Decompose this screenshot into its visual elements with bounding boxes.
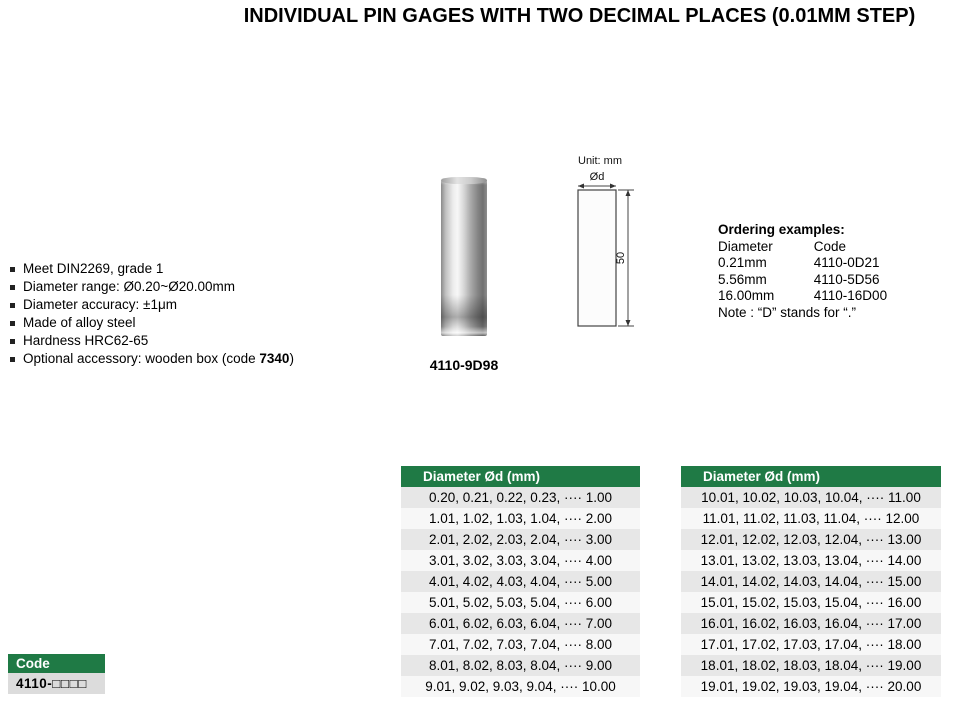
feature-item — [10, 297, 294, 315]
table-row: 12.01, 12.02, 12.03, 12.04, ···· 13.00 — [681, 529, 941, 550]
table-header: Diameter Ød (mm) — [681, 466, 941, 487]
arrow-left-icon — [578, 184, 584, 189]
table-row: 18.01, 18.02, 18.03, 18.04, ···· 19.00 — [681, 655, 941, 676]
feature-text-prefix: Optional accessory: wooden box (code — [23, 351, 260, 366]
table-row: 17.01, 17.02, 17.03, 17.04, ···· 18.00 — [681, 634, 941, 655]
page-title: INDIVIDUAL PIN GAGES WITH TWO DECIMAL PLACES (0.01MM STEP) — [243, 5, 916, 27]
feature-item — [10, 333, 294, 351]
code-block-value: 4110-□□□□ — [8, 673, 105, 694]
bullet-icon — [10, 321, 15, 326]
pin-outline-rect — [578, 190, 616, 326]
table-body — [681, 487, 941, 697]
bullet-icon — [10, 285, 15, 290]
feature-code-bold: 7340 — [259, 351, 290, 366]
feature-item — [10, 351, 294, 369]
diameter-dim-label: Ød — [589, 171, 605, 183]
ordering-examples — [718, 222, 887, 321]
ordering-code: 4110-0D21 — [813, 255, 880, 270]
feature-text: Made of alloy steel — [23, 315, 136, 330]
table-row: 1.01, 1.02, 1.03, 1.04, ···· 2.00 — [401, 508, 640, 529]
height-dim-label: 50 — [615, 251, 627, 265]
table-header: Diameter Ød (mm) — [401, 466, 640, 487]
feature-item — [10, 315, 294, 333]
table-row: 5.01, 5.02, 5.03, 5.04, ···· 6.00 — [401, 592, 640, 613]
table-row: 16.01, 16.02, 16.03, 16.04, ···· 17.00 — [681, 613, 941, 634]
bullet-icon — [10, 357, 15, 362]
feature-text — [23, 351, 294, 366]
feature-text: Hardness HRC62-65 — [23, 333, 149, 348]
ordering-header-row — [718, 239, 887, 256]
ordering-col-diameter: Diameter — [718, 238, 773, 254]
feature-text: Meet DIN2269, grade 1 — [23, 261, 164, 276]
table-row: 8.01, 8.02, 8.03, 8.04, ···· 9.00 — [401, 655, 640, 676]
ordering-col-code: Code — [813, 238, 847, 254]
table-row: 13.01, 13.02, 13.03, 13.04, ···· 14.00 — [681, 550, 941, 571]
ordering-row — [718, 255, 887, 272]
arrow-up-icon — [626, 190, 631, 196]
feature-item — [10, 279, 294, 297]
feature-item — [10, 261, 294, 279]
bullet-icon — [10, 303, 15, 308]
unit-label: Unit: mm — [578, 155, 622, 167]
feature-list — [10, 261, 294, 369]
pin-gage-figure — [404, 178, 524, 373]
table-row: 14.01, 14.02, 14.03, 14.04, ···· 15.00 — [681, 571, 941, 592]
table-row: 6.01, 6.02, 6.03, 6.04, ···· 7.00 — [401, 613, 640, 634]
ordering-code: 4110-16D00 — [813, 288, 888, 303]
table-row: 2.01, 2.02, 2.03, 2.04, ···· 3.00 — [401, 529, 640, 550]
feature-text-suffix: ) — [289, 351, 294, 366]
code-block — [8, 654, 105, 694]
ordering-row — [718, 288, 887, 305]
table-row: 7.01, 7.02, 7.03, 7.04, ···· 8.00 — [401, 634, 640, 655]
table-row: 19.01, 19.02, 19.03, 19.04, ···· 20.00 — [681, 676, 941, 697]
table-row: 9.01, 9.02, 9.03, 9.04, ···· 10.00 — [401, 676, 640, 697]
dimension-drawing — [570, 150, 648, 342]
table-row: 3.01, 3.02, 3.03, 3.04, ···· 4.00 — [401, 550, 640, 571]
pin-gage-image — [441, 178, 487, 336]
arrow-right-icon — [610, 184, 616, 189]
ordering-code: 4110-5D56 — [813, 271, 880, 287]
code-block-header: Code — [8, 654, 105, 673]
bullet-icon — [10, 267, 15, 272]
ordering-diameter: 16.00mm — [718, 288, 775, 303]
ordering-title: Ordering examples: — [718, 222, 845, 237]
table-row: 4.01, 4.02, 4.03, 4.04, ···· 5.00 — [401, 571, 640, 592]
table-row: 11.01, 11.02, 11.03, 11.04, ···· 12.00 — [681, 508, 941, 529]
diameter-table-right — [681, 466, 941, 697]
feature-text: Diameter accuracy: ±1μm — [23, 297, 177, 312]
bullet-icon — [10, 339, 15, 344]
ordering-note: Note : “D” stands for “.” — [718, 304, 857, 320]
diameter-table-left — [401, 466, 640, 697]
ordering-row — [718, 272, 887, 289]
ordering-diameter: 5.56mm — [718, 271, 767, 287]
pin-model-label: 4110-9D98 — [429, 357, 499, 373]
feature-text: Diameter range: Ø0.20~Ø20.00mm — [23, 279, 235, 294]
arrow-down-icon — [626, 320, 631, 326]
table-row: 0.20, 0.21, 0.22, 0.23, ···· 1.00 — [401, 487, 640, 508]
table-row: 10.01, 10.02, 10.03, 10.04, ···· 11.00 — [681, 487, 941, 508]
table-body — [401, 487, 640, 697]
ordering-diameter: 0.21mm — [718, 255, 767, 270]
table-row: 15.01, 15.02, 15.03, 15.04, ···· 16.00 — [681, 592, 941, 613]
